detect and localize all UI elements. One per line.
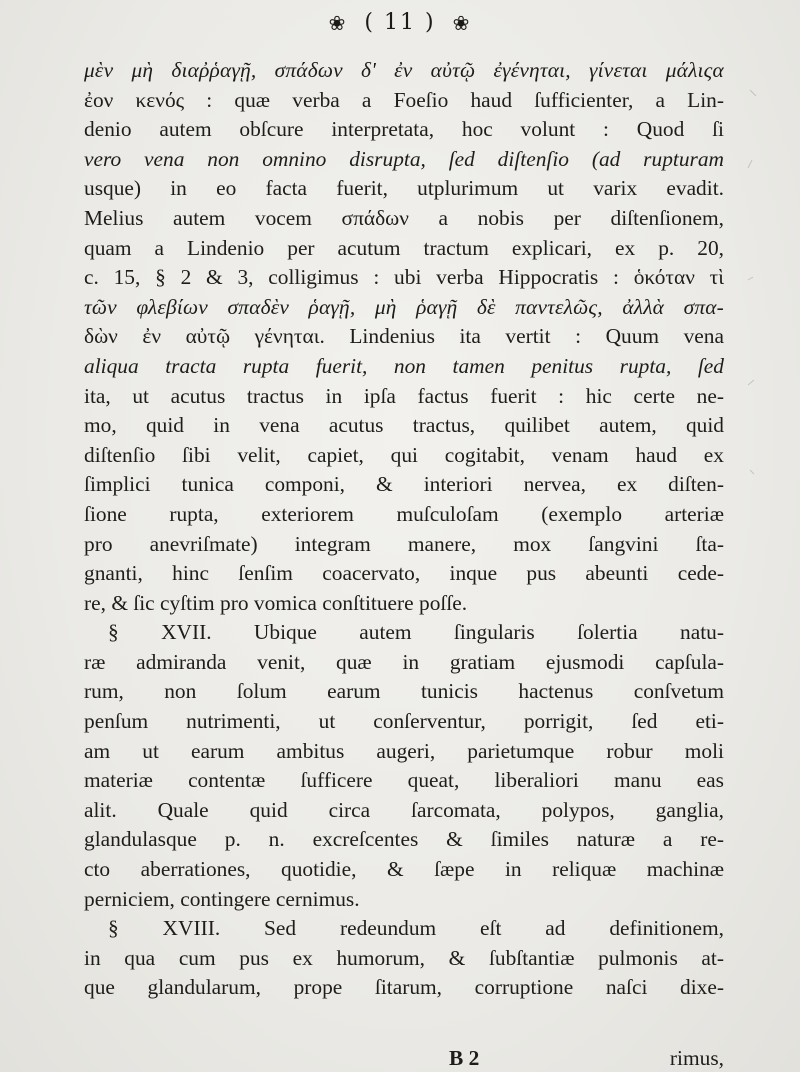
text-line: ræ admiranda venit, quæ in gratiam ejusmodi capſula-: [84, 649, 724, 674]
text-line: μὲν μὴ διαῤῥαγῇ, σπάδων δ' ἐν αὐτῷ ἐγένηται, γίνεται μάλιςα: [84, 58, 724, 82]
text-line: aliqua tracta rupta fuerit, non tamen penitus rupta, ſed: [84, 353, 724, 378]
text-line: re, & ſic cyſtim pro vomica conſtituere poſſe.: [84, 590, 468, 615]
text-line: in qua cum pus ex humorum, & ſubſtantiæ pulmonis at-: [84, 945, 724, 970]
text-line: glandulasque p. n. excreſcentes & ſimiles naturæ a re-: [84, 827, 724, 852]
text-line: usque) in eo facta fuerit, utplurimum ut varix evadit.: [84, 176, 724, 201]
show-through-marks: [730, 80, 770, 500]
text-line: denio autem obſcure interpretata, hoc volunt : Quod ſi: [84, 117, 724, 142]
text-line: que glandularum, prope ſitarum, corruptione naſci dixe-: [84, 975, 724, 1000]
page-header: [0, 10, 800, 35]
text-line: pro anevriſmate) integram manere, mox ſangvini ſta-: [84, 531, 724, 556]
text-line: τῶν φλεβίων σπαδὲν ῥαγῇ, μὴ ῥαγῇ δὲ παντελῶς, ἀλλὰ σπα-: [84, 294, 724, 319]
text-line: rum, non ſolum earum tunicis hactenus conſvetum: [84, 679, 724, 704]
text-line: δὼν ἐν αὐτῷ γένηται. Lindenius ita vertit : Quum vena: [84, 324, 724, 349]
text-line: ſione rupta, exteriorem muſculoſam (exemplo arteriæ: [84, 501, 724, 526]
text-line: ita, ut acutus tractus in ipſa factus fuerit : hic certe ne-: [84, 383, 724, 408]
text-line: penſum nutrimenti, ut conſerventur, porrigit, ſed eti-: [84, 709, 724, 734]
text-line: c. 15, § 2 & 3, colligimus : ubi verba Hippocratis : ὁκόταν τὶ: [84, 265, 724, 290]
text-line: diſtenſio ſibi velit, capiet, qui cogitabit, venam haud ex: [84, 442, 724, 467]
text-line: materiæ contentæ ſufficere queat, liberaliori manu eas: [84, 768, 724, 793]
text-line: gnanti, hinc ſenſim coacervato, inque pus abeunti cede-: [84, 561, 724, 586]
ornament-left-icon: ❀: [328, 11, 348, 35]
signature-mark: B 2: [449, 1046, 480, 1070]
section-heading-line: § XVIII. Sed redeundum eſt ad definitionem,: [108, 916, 724, 941]
text-line: perniciem, contingere cernimus.: [84, 886, 360, 911]
page-number: ( 11 ): [364, 10, 436, 35]
text-line: mo, quid in vena acutus tractus, quilibet autem, quid: [84, 413, 724, 438]
body-text: [84, 56, 724, 1003]
text-line: am ut earum ambitus augeri, parietumque robur moli: [84, 738, 724, 763]
text-line: quam a Lindenio per acutum tractum explicari, ex p. 20,: [84, 235, 724, 260]
text-line: vero vena non omnino disrupta, ſed diſtenſio (ad rupturam: [84, 146, 724, 171]
catchword: rimus,: [669, 1046, 724, 1070]
text-line: alit. Quale quid circa ſarcomata, polypos, ganglia,: [84, 797, 724, 822]
text-line: cto aberrationes, quotidie, & ſæpe in reliquæ machinæ: [84, 857, 724, 882]
ornament-right-icon: ❀: [452, 11, 472, 35]
text-line: ſimplici tunica componi, & interiori nervea, ex diſten-: [84, 472, 724, 497]
text-line: Melius autem vocem σπάδων a nobis per diſtenſionem,: [84, 205, 724, 230]
section-heading-line: § XVII. Ubique autem ſingularis ſolertia natu-: [108, 620, 724, 645]
text-line: ἐον κενός : quæ verba a Foeſio haud ſufficienter, a Lin-: [84, 87, 724, 112]
